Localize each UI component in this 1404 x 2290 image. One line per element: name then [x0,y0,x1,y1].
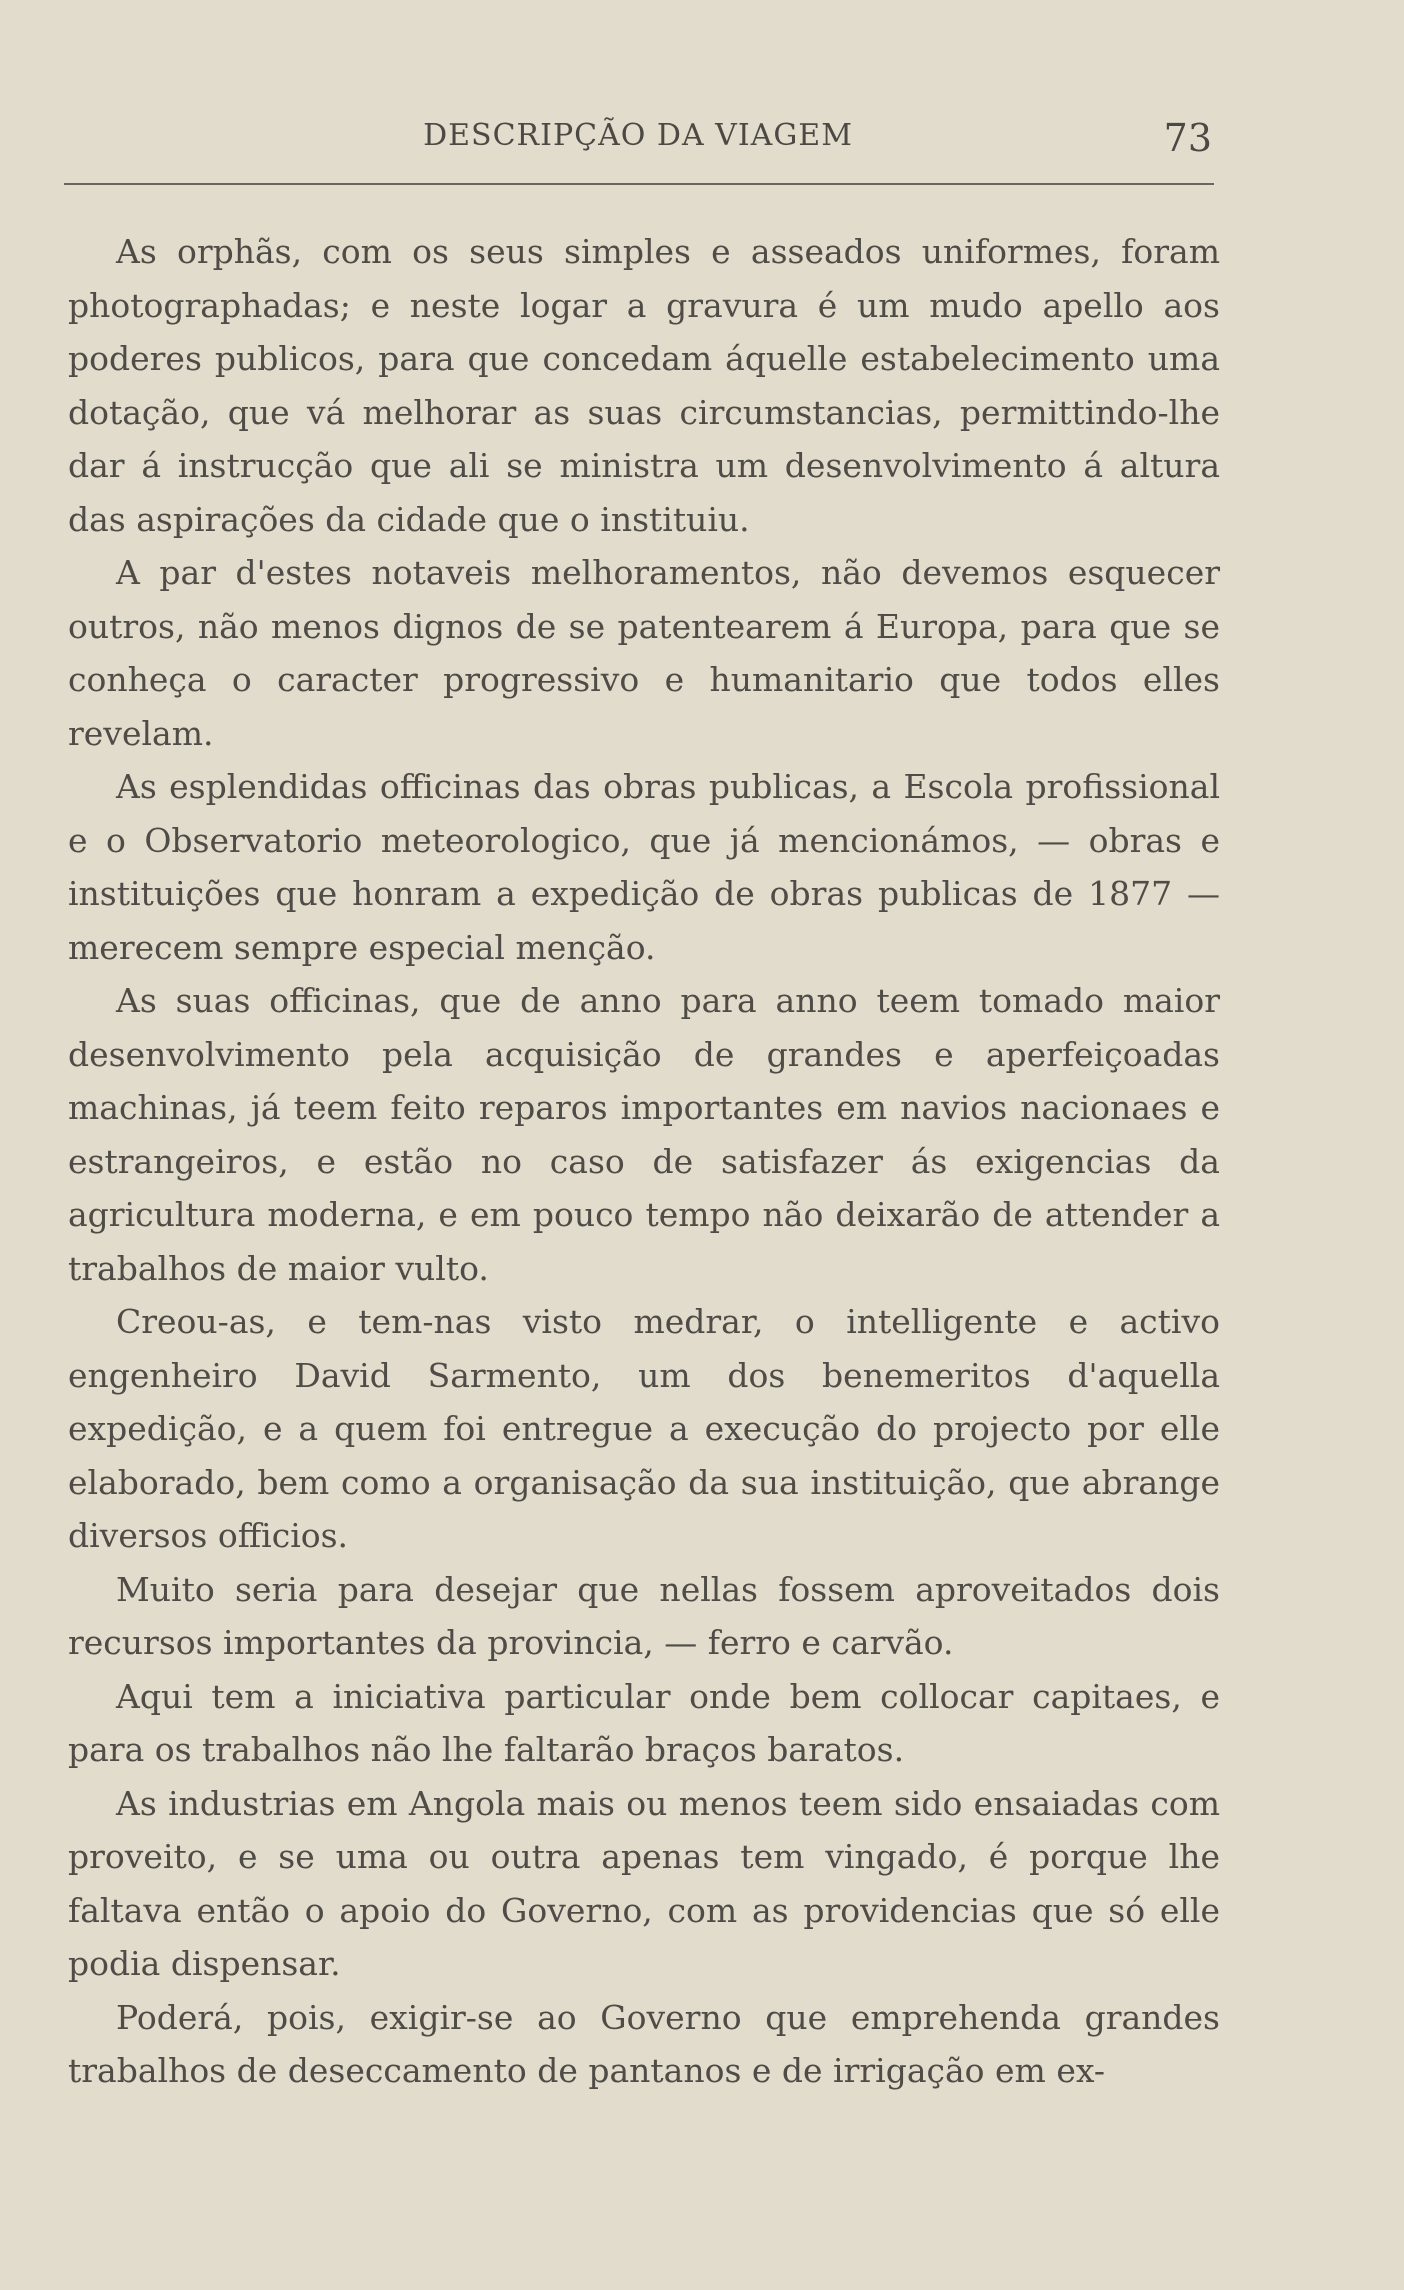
paragraph-4: As suas officinas, que de anno para anno teem tomado maior desenvolvimento pela acquisição de grandes e aperfeiçoadas machinas, já teem feito reparos importantes em navios nacionaes e estrangeiros, e estão no caso de satisfazer ás exigencias da agricultura moderna, e em pouco tempo não deixarão de attender a trabalhos de maior vulto. [68,981,1220,1288]
paragraph-6: Muito seria para desejar que nellas fossem aproveitados dois recursos importantes da provincia, — ferro e carvão. [68,1569,1220,1662]
page-number: 73 [1163,116,1212,160]
paragraph-2: A par d'estes notaveis melhoramentos, não devemos esquecer outros, não menos dignos de se patentearem á Europa, para que se conheça o caracter progressivo e humanitario que todos elles revelam. [68,553,1220,753]
header-rule [64,183,1214,185]
page-header [64,118,1212,162]
paragraph-5: Creou-as, e tem-nas visto medrar, o intelligente e activo engenheiro David Sarmento, um dos benemeritos d'aquella expedição, e a quem foi entregue a execução do projecto por elle elaborado, bem como a organisação da sua instituição, que abrange diversos officios. [68,1302,1220,1555]
running-title: DESCRIPÇÃO DA VIAGEM [423,118,853,153]
paragraph-8: As industrias em Angola mais ou menos teem sido ensaiadas com proveito, e se uma ou outra apenas tem vingado, é porque lhe faltava então o apoio do Governo, com as providencias que só elle podia dispensar. [68,1783,1220,1983]
paragraph-9: Poderá, pois, exigir-se ao Governo que emprehenda grandes trabalhos de deseccamento de pantanos e de irrigação em ex- [68,1997,1220,2090]
paragraph-1: As orphãs, com os seus simples e asseados uniformes, foram photographadas; e neste logar a gravura é um mudo apello aos poderes publicos, para que concedam áquelle estabelecimento uma dotação, que vá melhorar as suas circumstancias, permittindo-lhe dar á instrucção que ali se ministra um desenvolvimento á altura das aspirações da cidade que o instituiu. [68,232,1220,539]
paragraph-7: Aqui tem a iniciativa particular onde bem collocar capitaes, e para os trabalhos não lhe faltarão braços baratos. [68,1676,1220,1769]
body-text [68,225,1220,2098]
paragraph-3: As esplendidas officinas das obras publicas, a Escola profissional e o Observatorio meteorologico, que já mencionámos, — obras e instituições que honram a expedição de obras publicas de 1877 — merecem sempre especial menção. [68,767,1220,967]
